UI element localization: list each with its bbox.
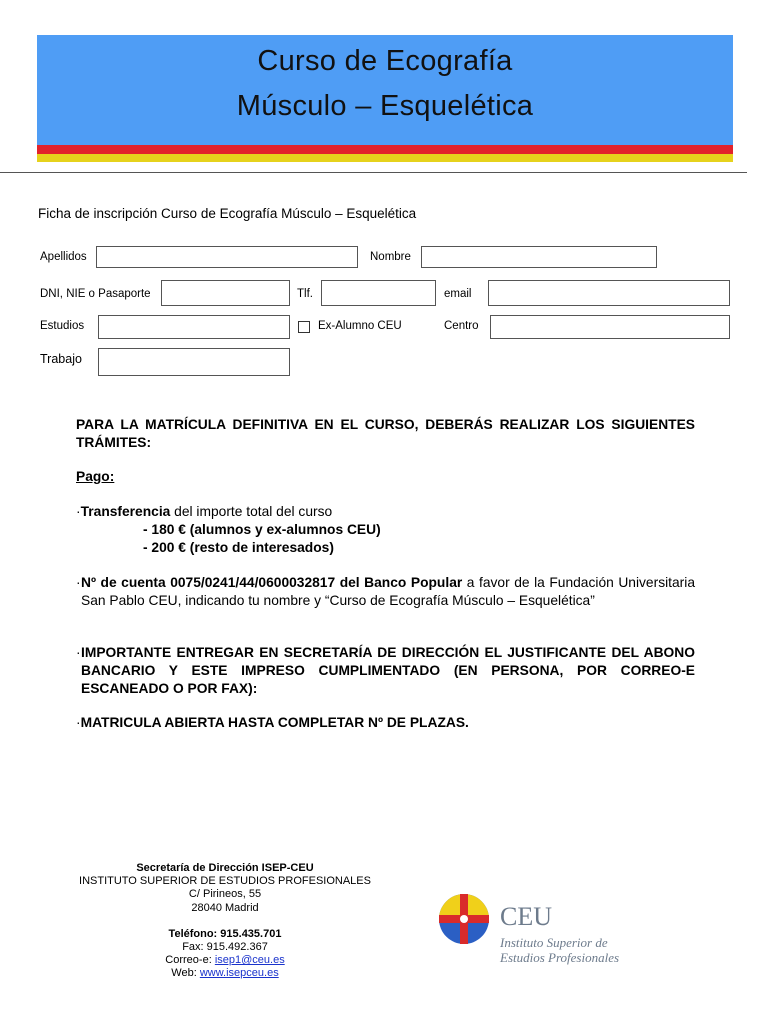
- price-others: - 200 € (resto de interesados): [143, 540, 334, 555]
- ex-alumno-checkbox[interactable]: [298, 321, 310, 333]
- header-banner: [37, 35, 733, 145]
- matricula-item: [76, 714, 695, 732]
- divider-line: [0, 172, 747, 173]
- footer-city: 28040 Madrid: [191, 901, 259, 914]
- footer-office: Secretaría de Dirección ISEP-CEU: [136, 862, 314, 874]
- account-rest: a favor de la Fundación Universitaria San Pablo CEU, indicando tu nombre y “Curso de Ecografía Músculo – Esquelética”: [81, 575, 695, 608]
- email-field[interactable]: [488, 280, 730, 306]
- bullet-marker: ·: [76, 504, 81, 519]
- footer-web-link[interactable]: www.isepceu.es: [199, 967, 279, 980]
- yellow-stripe: [37, 154, 733, 162]
- dni-label: DNI, NIE o Pasaporte: [40, 288, 151, 300]
- ex-alumno-label: Ex-Alumno CEU: [318, 320, 402, 332]
- footer-phone: Teléfono: 915.435.701: [168, 927, 282, 940]
- footer-institute: INSTITUTO SUPERIOR DE ESTUDIOS PROFESIONALES: [79, 875, 371, 888]
- account-item: [76, 574, 695, 610]
- title-line-1: Curso de Ecografía: [257, 45, 513, 77]
- tlf-label: Tlf.: [297, 288, 313, 300]
- nombre-label: Nombre: [370, 251, 411, 263]
- matricula-text: MATRICULA ABIERTA HASTA COMPLETAR Nº DE PLAZAS.: [80, 715, 469, 730]
- instructions-heading: PARA LA MATRÍCULA DEFINITIVA EN EL CURSO, DEBERÁS REALIZAR LOS SIGUIENTES TRÁMITES:: [76, 417, 695, 450]
- dni-field[interactable]: [161, 280, 290, 306]
- account-text: [76, 574, 695, 610]
- footer-email-link[interactable]: isep1@ceu.es: [214, 954, 285, 967]
- footer-email-line: [60, 954, 390, 967]
- form-title: Ficha de inscripción Curso de Ecografía Músculo – Esquelética: [38, 206, 417, 221]
- estudios-field[interactable]: [98, 315, 290, 339]
- red-stripe: [37, 145, 733, 154]
- trabajo-label: Trabajo: [40, 352, 82, 366]
- ceu-logo-icon: [438, 893, 490, 945]
- footer-web-line: [60, 967, 390, 980]
- apellidos-label: Apellidos: [40, 251, 87, 263]
- apellidos-field[interactable]: [96, 246, 358, 268]
- transfer-bold: Transferencia: [80, 504, 171, 519]
- tlf-field[interactable]: [321, 280, 436, 306]
- estudios-label: Estudios: [40, 320, 85, 332]
- footer-web-label: Web:: [171, 967, 200, 980]
- bullet-marker: ·: [76, 645, 81, 660]
- logo-name: CEU: [500, 902, 552, 931]
- centro-field[interactable]: [490, 315, 730, 339]
- price-members: - 180 € (alumnos y ex-alumnos CEU): [143, 522, 381, 537]
- account-bold: Nº de cuenta 0075/0241/44/0600032817 del Banco Popular: [81, 575, 463, 590]
- logo-subtitle-2: Estudios Profesionales: [500, 950, 620, 965]
- important-item: [76, 644, 695, 698]
- trabajo-field[interactable]: [98, 348, 290, 376]
- footer-contact: [60, 862, 390, 981]
- footer-fax: Fax: 915.492.367: [182, 941, 268, 954]
- transfer-rest: del importe total del curso: [170, 504, 333, 519]
- footer-address: C/ Pirineos, 55: [188, 888, 262, 901]
- footer-email-label: Correo-e:: [165, 954, 215, 967]
- title-line-2: Músculo – Esquelética: [236, 90, 534, 122]
- pago-heading: Pago:: [76, 469, 115, 484]
- bullet-marker: ·: [76, 715, 81, 730]
- centro-label: Centro: [444, 320, 479, 332]
- nombre-field[interactable]: [421, 246, 657, 268]
- important-text: IMPORTANTE ENTREGAR EN SECRETARÍA DE DIRECCIÓN EL JUSTIFICANTE DEL ABONO BANCARIO Y ESTE IMPRESO CUMPLIMENTADO (EN PERSONA, POR CORREO-E ESCANEADO O POR FAX):: [81, 645, 695, 696]
- email-label: email: [444, 288, 472, 300]
- transfer-item: [76, 503, 695, 521]
- bullet-marker: ·: [76, 575, 81, 590]
- logo-subtitle-1: Instituto Superior de: [500, 935, 608, 950]
